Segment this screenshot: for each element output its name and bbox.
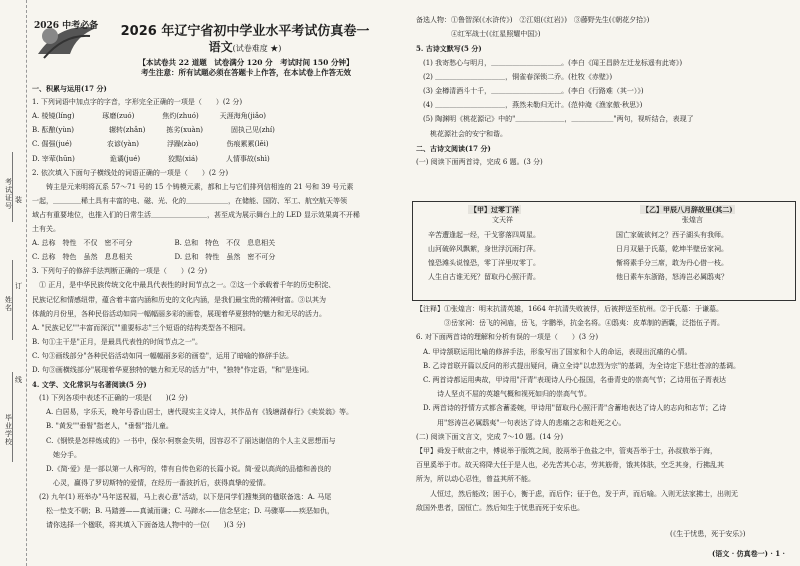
right-text-line: 5. 古诗文默写(5 分) bbox=[416, 44, 482, 54]
right-text-line: ③岳家祠：岳飞的祠庙，岳飞，字鹏举，抗金名将。④鸱夷：皮革制的酒囊，泛指伍子胥。 bbox=[416, 319, 724, 328]
exam-info: 【本试卷共 22 道题 试卷满分 120 分 考试时间 150 分钟】 bbox=[138, 58, 354, 67]
left-text-line: 域占有重要地位，也推入们的日常生活＿＿＿＿＿＿＿＿，甚至成为展示舞台上的 LED 显示效果离不开稀 bbox=[32, 210, 360, 219]
poem-a-title: 【甲】过零丁洋 bbox=[470, 205, 519, 214]
right-text-line: (5) 陶渊明《桃花源记》中的"＿＿＿＿＿＿＿，＿＿＿＿＿＿"两句，视听结合，表现了 bbox=[416, 115, 694, 124]
left-text-line: A. "民族记忆""丰富而深沉""重要标志"三个短语的结构类型各不相同。 bbox=[32, 323, 250, 332]
poem-b-line: 他日素车东浙路，怒涛岂必属鸱夷？ bbox=[616, 273, 728, 281]
left-text-line: D. 宰荤(hūn) 诡谲(jué) 狡黠(xiá) 人情事故(shì) bbox=[32, 154, 270, 163]
exam-notice: 考生注意：所有试题必须在答题卡上作答，在本试卷上作答无效 bbox=[141, 68, 351, 77]
right-text-line: 用"怒涛岂必属鸱夷"一句表达了诗人的悲痛之志和赴死之心。 bbox=[416, 418, 626, 427]
poem-a-author: 文天祥 bbox=[492, 216, 513, 224]
right-text-line: (1) 我寄愁心与明月，＿＿＿＿＿＿＿＿＿＿。(李白《闻王昌龄左迁龙标遥有此寄》) bbox=[416, 58, 683, 67]
left-text-line: D.《简·爱》是一部以第一人称写的，带有自传色彩的长篇小说。简·爱以高尚的品德和善良的 bbox=[32, 464, 332, 473]
right-text-line: A. 甲诗颔联运用比喻的修辞手法，形象写出了国家和个人的命运，表现出沉痛的心情。 bbox=[416, 347, 692, 356]
margin-label-exam-id: 考试证号 bbox=[5, 178, 12, 210]
poem-a-line: 人生自古谁无死？留取丹心照汗青。 bbox=[428, 273, 540, 281]
poem-b-author: 张煌言 bbox=[682, 216, 703, 224]
right-text-line: (二) 阅读下面文言文，完成 7～10 题。(14 分) bbox=[416, 432, 564, 441]
right-text-line: C. 两首诗都运用典故，甲诗用"汗青"表现诗人丹心报国，名垂青史的崇高气节；乙诗用伍子胥表达 bbox=[416, 376, 726, 384]
right-text-line: (一) 阅读下面两首诗，完成 6 题。(3 分) bbox=[416, 158, 543, 166]
poem-a-line: 山河破碎风飘絮，身世浮沉雨打萍。 bbox=[428, 245, 540, 253]
margin-label-zhuang: 装 bbox=[15, 196, 22, 204]
margin-label-school: 毕业学校 bbox=[5, 414, 12, 446]
exam-difficulty: (试卷难度 ★) bbox=[232, 44, 282, 53]
poem-b-line: 国亡家破欲何之？西子湖头有我师。 bbox=[616, 231, 728, 239]
right-text-line: D. 两首诗的抒情方式都含蓄委婉，甲诗用"留取丹心照汗青"含蓄地表达了诗人的志向和志节；乙诗 bbox=[416, 404, 727, 413]
margin-label-name: 姓名 bbox=[5, 296, 12, 312]
margin-line bbox=[12, 152, 13, 222]
logo-text: 2026 中考必备 bbox=[34, 21, 99, 31]
exam-subject: 语文(试卷难度 ★) bbox=[208, 40, 282, 54]
margin-label-xian: 线 bbox=[15, 376, 22, 384]
right-text-line: (3) 金樽清酒斗十千，＿＿＿＿＿＿＿＿＿＿。(李白《行路难（其一）》) bbox=[416, 87, 644, 95]
left-text-line: 1. 下列词语中加点字的字音，字形完全正确的一项是（ ）(2 分) bbox=[32, 98, 243, 107]
margin-line bbox=[12, 260, 13, 340]
poem-b-line: 惭将素手分三席，敢为丹心借一枝。 bbox=[616, 259, 728, 267]
left-text-line: A. 白居易，字乐天，晚年号香山居士，唐代现实主义诗人，其作品有《钱塘湖春行》《卖炭翁》等。 bbox=[32, 408, 354, 417]
left-text-line: B. "黄发""垂髫"指老人，"垂髫"指儿童。 bbox=[32, 422, 173, 431]
right-text-line: (2) ＿＿＿＿＿＿＿＿＿＿，铜雀春深锁二乔。(杜牧《赤壁》) bbox=[416, 72, 613, 81]
right-text-line: 敌国外患者，国恒亡。然后知生于忧患而死于安乐也。 bbox=[416, 503, 584, 512]
left-text-line: C. 总称 特色 虽然 息息相关 D. 总和 特性 虽然 密不可分 bbox=[32, 253, 276, 262]
right-text-line: 二、古诗文阅读(17 分) bbox=[416, 143, 491, 153]
left-text-line: 心灵，赢得了罗切斯特的爱情，在经历一番波折后，获得真挚的爱情。 bbox=[32, 478, 270, 487]
left-text-line: 铸主是元来明将瓦系 57～71 号的 15 个铸模元素，都和上与它们排列信相连的 21 号和 39 号元素 bbox=[32, 182, 354, 191]
left-text-line: 体裁的月份里，各种民俗活动如同一幅幅丽多彩的画卷，展现着华夏独特的魅力和无尽的活力。 bbox=[32, 309, 326, 318]
left-text-line: 一、积累与运用(17 分) bbox=[32, 84, 107, 93]
left-text-line: (2) 九年(1) 班举办"马年送祝福，马上表心意"活动，以下是同学们搜集到的楹联备选：A. 马尾 bbox=[32, 492, 332, 501]
right-text-line: 百里奚举于市。故天将降大任于是人也，必先苦其心志，劳其筋骨，饿其体肤，空乏其身，行拂乱其 bbox=[416, 461, 724, 470]
right-text-line: 6. 对下面两首诗的理解和分析有误的一项是（ ）(3 分) bbox=[416, 333, 599, 342]
right-text-line: 【注释】①张煌言：明末抗清英雄，1664 年抗清失败被俘，后被押送至杭州。②于氏墓：于谦墓。 bbox=[416, 305, 724, 313]
left-text-line: A. 总称 特性 不仅 密不可分 B. 总和 特色 不仅 息息相关 bbox=[32, 239, 276, 248]
right-text-line: (4) ＿＿＿＿＿＿＿＿＿＿，燕然未勒归无计。(范仲淹《渔家傲·秋思》) bbox=[416, 101, 643, 110]
left-text-line: 2. 依次填入下面句子横线处的词语正确的一项是（ ）(2 分) bbox=[32, 168, 229, 177]
left-text-line: ① 正月，是中华民族传统文化中最具代表性的时间节点之一。②这一个承载着千年的历史积淀、 bbox=[32, 281, 336, 290]
left-text-line: 4. 文学、文化常识与名著阅读(5 分) bbox=[32, 380, 147, 390]
poem-b-title: 【乙】甲辰八月辞故里(其二) bbox=[642, 205, 733, 214]
margin-label-ding: 订 bbox=[15, 282, 22, 290]
left-text-line: 土有关。 bbox=[32, 225, 60, 233]
right-text-line: B. 乙诗首联开篇以反问的形式提出疑问，确立全诗"以忠烈为宗"的基调，为全诗定下悲壮苍凉的基调。 bbox=[416, 361, 741, 370]
source-note: (《生于忧患，死于安乐》) bbox=[670, 530, 746, 538]
left-text-line: B. 句①主干是"正月，是最具代表性的时间节点之一"。 bbox=[32, 337, 203, 346]
left-text-line: A. 棱镜(líng) 琢磨(zuó) 焦灼(zhuó) 天涯海角(jiǎo) bbox=[32, 112, 266, 121]
left-text-line: 松一垫支不朝；B. 马踏莲——真诚而谦；C. 马蹄水——信念坚定；D. 马骤辜——疾恶如仇， bbox=[32, 507, 334, 515]
left-text-line: B. 酝酿(yùn) 辗转(zhǎn) 拣劣(xuàn) 固执己见(zhí) bbox=[32, 126, 275, 135]
right-text-line: 所为，所以动心忍性，曾益其所不能。 bbox=[416, 475, 535, 484]
right-text-line: 【甲】舜发于畎亩之中，傅说举于版筑之间，胶鬲举于鱼盐之中，管夷吾举于士，孙叔敖举于海， bbox=[416, 447, 717, 455]
left-text-line: 一起，＿＿＿＿稀土具有丰富的电、磁、光、化的＿＿＿＿＿＿，在储能、国防、军工、航空航天等领 bbox=[32, 196, 347, 205]
poem-a-line: 辛苦遭逢起一经，干戈寥落四周星。 bbox=[428, 231, 540, 239]
page-footer: (语文 · 仿真卷一) · 1 · bbox=[712, 549, 785, 558]
left-text-line: 民族记忆和情感纽带，蕴含着丰富内涵和历史的文化内涵，是我们最宝贵的精神财富。③以其为 bbox=[32, 295, 326, 304]
poem-b-line: 日月双悬于氏墓，乾坤半壁岳家祠。 bbox=[616, 245, 728, 253]
right-text-line: 人恒过，然后能改；困于心，衡于虑，而后作；征于色，发于声，而后喻。入则无法家拂士，出则无 bbox=[416, 489, 738, 498]
right-text-line: 桃花源社会的安宁和谐。 bbox=[416, 129, 507, 138]
left-text-line: C.《钢铁是怎样炼成的》一书中，保尔·柯察金失明，因容忍不了丽达谢信的个人主义思想而与 bbox=[32, 436, 336, 445]
left-text-line: C. 倔强(jué) 农谚(yàn) 浮躁(zào) 伤痕累累(lěi) bbox=[32, 140, 269, 149]
left-text-line: C. 句③画线部分"各种民俗活动如同一幅幅丽多彩的画卷"，运用了暗喻的修辞手法。 bbox=[32, 351, 293, 360]
left-text-line: 她分手。 bbox=[32, 450, 81, 459]
exam-title: 2026 年辽宁省初中学业水平考试仿真卷一 bbox=[120, 24, 370, 39]
left-text-line: 请你选择一个楹联，将其填入下面备选人物中的一位( )(3 分) bbox=[32, 521, 246, 530]
right-text-line: 诗人坚贞不屈的英雄气概和视死如归的崇高气节。 bbox=[416, 390, 591, 399]
right-text-line: ④红军战士(《红星照耀中国》) bbox=[416, 30, 541, 39]
binding-margin bbox=[0, 0, 27, 566]
left-text-line: 3. 下列句子的修辞手法判断正确的一项是（ ）(2 分) bbox=[32, 267, 208, 276]
right-text-line: 备选人物：①鲁智深(《水浒传》) ②江姐(《红岩》) ③藤野先生(《朝花夕拾》) bbox=[416, 16, 650, 24]
margin-line bbox=[12, 372, 13, 462]
left-text-line: (1) 下列各项中表述不正确的一项是( )(2 分) bbox=[32, 394, 188, 403]
left-text-line: D. 句③画横线部分"展现着华夏独特的魅力和无尽的活力"中，"独特"作定语，"和"是连词。 bbox=[32, 366, 314, 374]
poem-a-line: 惶恐滩头说惶恐，零丁洋里叹零丁。 bbox=[428, 259, 540, 267]
